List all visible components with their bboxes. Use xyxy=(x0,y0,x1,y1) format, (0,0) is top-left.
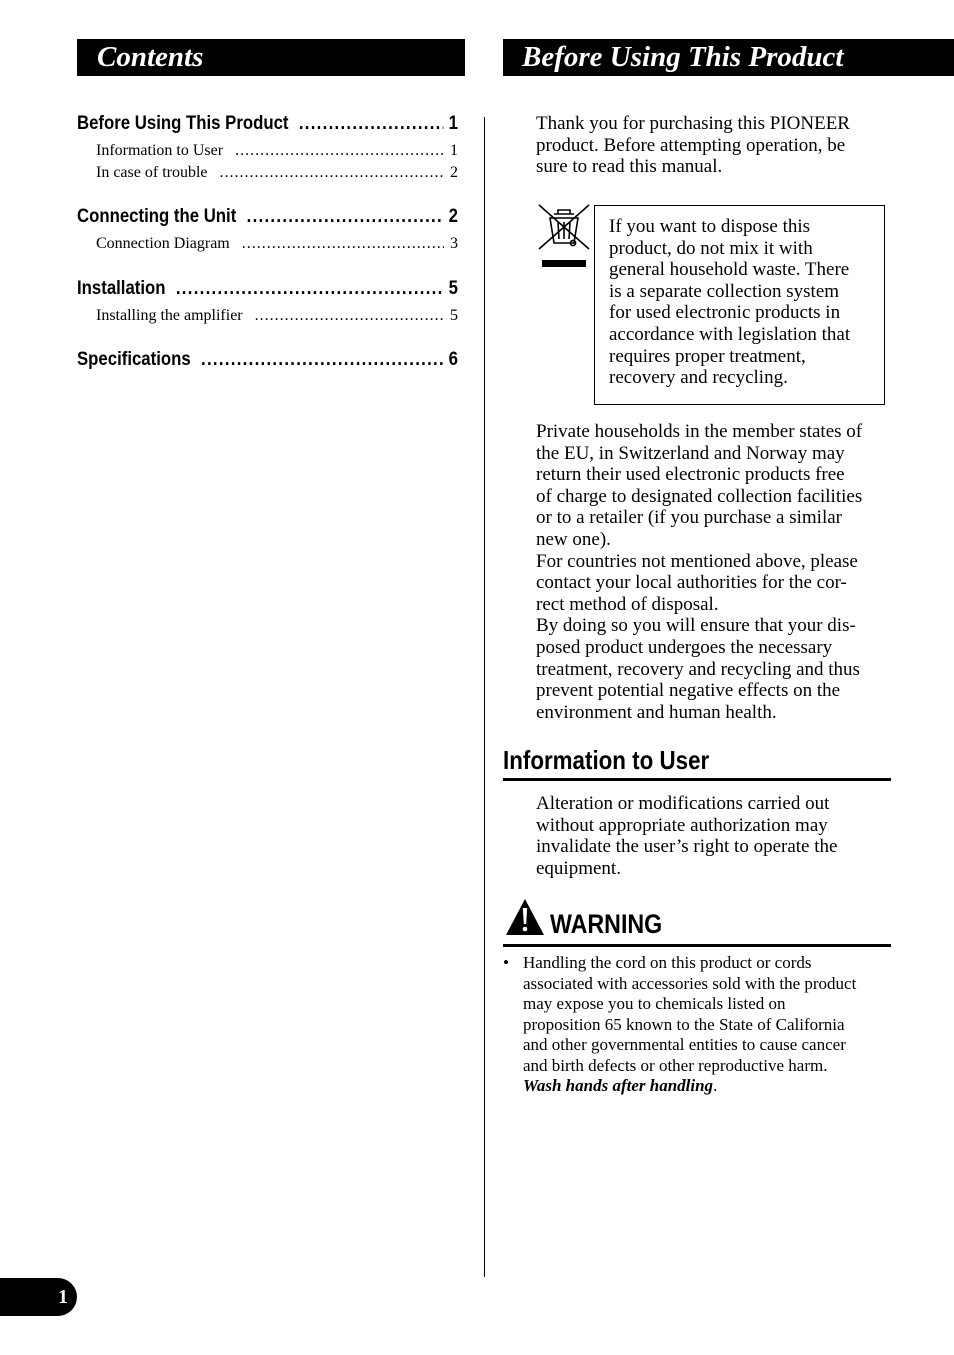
text-line: posed product undergoes the necessary xyxy=(536,636,833,658)
text-line: For countries not mentioned above, please xyxy=(536,550,858,572)
text-line: prevent potential negative effects on the xyxy=(536,680,841,702)
warning-heading-text: WARNING xyxy=(550,909,663,939)
text-line: accordance with legislation that xyxy=(609,323,851,345)
text-line: contact your local authorities for the cor- xyxy=(536,572,847,594)
text-line: return their used electronic products free xyxy=(536,464,845,486)
toc-leader-dots xyxy=(176,277,444,300)
toc-entry-before-using[interactable] xyxy=(77,112,458,135)
text-line: of charge to designated collection facilities xyxy=(536,485,863,507)
toc-sub-label: Connection Diagram xyxy=(96,235,230,252)
toc-sub-information-to-user[interactable] xyxy=(96,142,458,160)
households-paragraph xyxy=(536,421,896,723)
text-line: product, do not mix it with xyxy=(609,237,813,259)
text-line: requires proper treatment, xyxy=(609,345,806,367)
text-line: By doing so you will ensure that your dis- xyxy=(536,615,856,637)
contents-banner xyxy=(77,39,465,76)
text-line: If you want to dispose this xyxy=(609,216,811,237)
text-line: treatment, recovery and recycling and thus xyxy=(536,658,860,680)
toc-leader-dots xyxy=(235,142,444,160)
warning-triangle-icon xyxy=(505,898,545,936)
text-line: or to a retailer (if you purchase a similar xyxy=(536,507,842,529)
text-line: may expose you to chemicals listed on xyxy=(523,994,786,1013)
toc-sub-label: Information to User xyxy=(96,142,224,159)
text-line: and birth defects or other reproductive harm. xyxy=(523,1055,828,1075)
toc-entry-installation[interactable] xyxy=(77,277,458,300)
text-line: proposition 65 known to the State of California xyxy=(523,1014,845,1034)
toc-entry-label: Specifications xyxy=(77,348,191,370)
text-line xyxy=(523,1076,893,1097)
toc-entry-label: Installation xyxy=(77,277,166,299)
text-line: Handling the cord on this product or cords xyxy=(523,953,812,972)
text-line: and other governmental entities to cause cancer xyxy=(523,1035,846,1054)
text-line: equipment. xyxy=(536,857,621,879)
text-line: for used electronic products in xyxy=(609,302,841,324)
wash-hands-emphasis: Wash hands after handling xyxy=(523,1076,714,1095)
toc-entry-connecting-the-unit[interactable] xyxy=(77,205,458,228)
toc-leader-dots xyxy=(299,112,444,135)
text-line: Private households in the member states of xyxy=(536,421,863,442)
text-line: without appropriate authorization may xyxy=(536,814,828,836)
section-banner xyxy=(503,39,954,76)
text-line: product. Before attempting operation, be xyxy=(536,134,846,156)
information-to-user-paragraph xyxy=(536,793,896,879)
end-punctuation: . xyxy=(713,1076,718,1095)
text-line: rect method of disposal. xyxy=(536,593,719,615)
contents-title: Contents xyxy=(97,41,204,73)
toc-leader-dots xyxy=(255,307,444,325)
text-line: recovery and recycling. xyxy=(609,367,788,389)
toc-sub-installing-the-amplifier[interactable] xyxy=(96,307,458,325)
toc-entry-page: 5 xyxy=(448,277,458,299)
text-line: sure to read this manual. xyxy=(536,156,723,178)
text-line: environment and human health. xyxy=(536,701,777,723)
toc-sub-label: In case of trouble xyxy=(96,164,208,181)
warning-heading xyxy=(503,898,891,947)
heading-text: Information to User xyxy=(503,745,710,775)
bullet-marker: • xyxy=(503,953,509,972)
toc-sub-page: 5 xyxy=(450,307,458,324)
text-line: associated with accessories sold with the product xyxy=(523,973,857,993)
toc-sub-in-case-of-trouble[interactable] xyxy=(96,164,458,182)
information-to-user-heading xyxy=(503,744,891,781)
toc-entry-specifications[interactable] xyxy=(77,348,458,371)
text-line: general household waste. There xyxy=(609,259,850,281)
section-title: Before Using This Product xyxy=(522,41,844,73)
text-line: the EU, in Switzerland and Norway may xyxy=(536,442,845,464)
toc-sub-label: Installing the amplifier xyxy=(96,307,243,324)
toc-sub-page: 1 xyxy=(450,142,458,159)
toc-sub-page: 3 xyxy=(450,235,458,252)
toc-entry-page: 2 xyxy=(448,205,458,227)
page-number-tab xyxy=(0,1278,77,1316)
toc-leader-dots xyxy=(201,348,443,371)
toc-sub-connection-diagram[interactable] xyxy=(96,235,458,253)
intro-paragraph xyxy=(536,113,896,178)
disposal-notice-box xyxy=(594,205,885,405)
text-line: is a separate collection system xyxy=(609,280,840,302)
warning-bullet-text xyxy=(523,953,893,1097)
toc-leader-dots xyxy=(247,205,444,228)
toc-sub-page: 2 xyxy=(450,164,458,181)
text-line: new one). xyxy=(536,528,611,550)
toc-leader-dots xyxy=(242,235,444,253)
toc-entry-label: Connecting the Unit xyxy=(77,205,237,227)
toc-leader-dots xyxy=(220,164,444,182)
text-line: Alteration or modifications carried out xyxy=(536,793,830,814)
crossed-out-wheelie-bin-icon xyxy=(536,203,592,269)
text-line: invalidate the user’s right to operate the xyxy=(536,836,838,858)
toc-entry-page: 1 xyxy=(448,112,458,134)
toc-entry-label: Before Using This Product xyxy=(77,112,289,134)
text-line: Thank you for purchasing this PIONEER xyxy=(536,113,850,134)
toc-entry-page: 6 xyxy=(448,348,458,370)
column-divider xyxy=(484,117,485,1277)
page-number: 1 xyxy=(58,1286,68,1308)
